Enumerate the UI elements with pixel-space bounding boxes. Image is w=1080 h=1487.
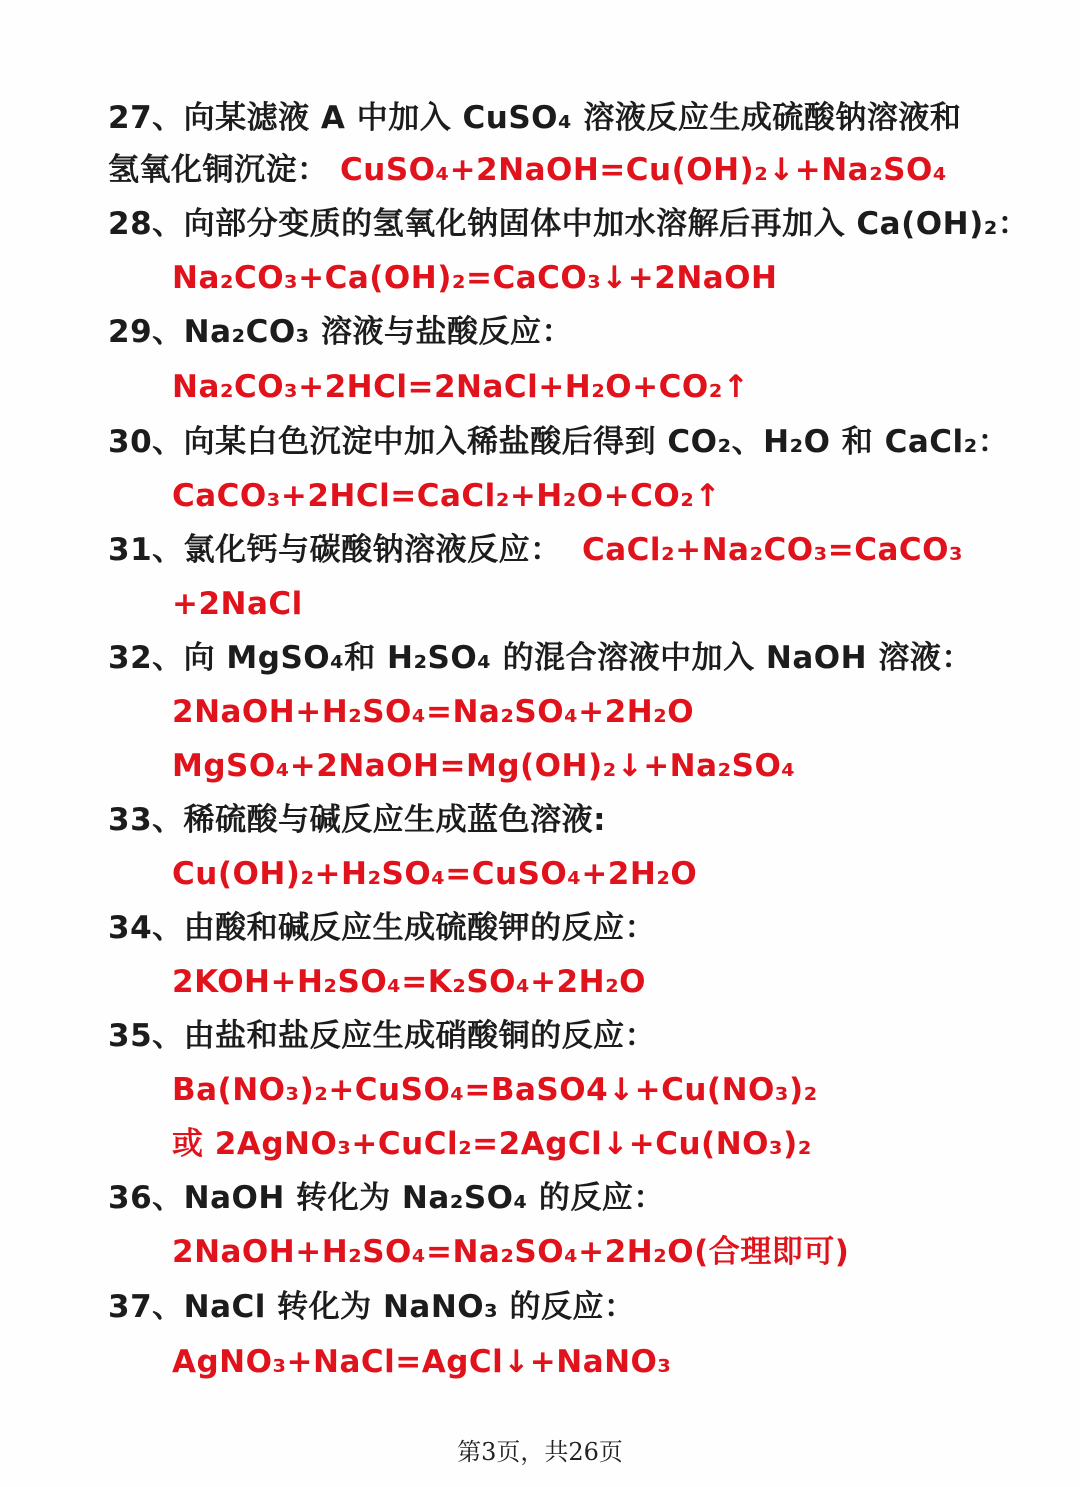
equation-34: 2KOH+H₂SO₄=K₂SO₄+2H₂O	[172, 964, 647, 1000]
page-number-footer: 第3页，共26页	[457, 1438, 623, 1466]
question-37: 37、NaCl 转化为 NaNO₃ 的反应：	[108, 1289, 636, 1325]
equation-28: Na₂CO₃+Ca(OH)₂=CaCO₃↓+2NaOH	[172, 260, 778, 296]
question-27-line-2: 氢氧化铜沉淀：	[108, 152, 329, 188]
equation-31-part-2: +2NaCl	[172, 586, 303, 622]
equation-35-a: Ba(NO₃)₂+CuSO₄=BaSO4↓+Cu(NO₃)₂	[172, 1072, 818, 1108]
question-27-line-1: 27、向某滤液 A 中加入 CuSO₄ 溶液反应生成硫酸钠溶液和	[108, 100, 962, 136]
equation-30: CaCO₃+2HCl=CaCl₂+H₂O+CO₂↑	[172, 478, 721, 514]
question-36: 36、NaOH 转化为 Na₂SO₄ 的反应：	[108, 1180, 665, 1216]
equation-35-b: 或 2AgNO₃+CuCl₂=2AgCl↓+Cu(NO₃)₂	[172, 1126, 812, 1162]
question-30: 30、向某白色沉淀中加入稀盐酸后得到 CO₂、H₂O 和 CaCl₂：	[108, 424, 1010, 460]
question-31: 31、氯化钙与碳酸钠溶液反应：	[108, 532, 562, 568]
equation-36: 2NaOH+H₂SO₄=Na₂SO₄+2H₂O(合理即可)	[172, 1234, 850, 1270]
question-33: 33、稀硫酸与碱反应生成蓝色溶液:	[108, 802, 607, 838]
equation-33: Cu(OH)₂+H₂SO₄=CuSO₄+2H₂O	[172, 856, 698, 892]
equation-32-a: 2NaOH+H₂SO₄=Na₂SO₄+2H₂O	[172, 694, 695, 730]
question-29: 29、Na₂CO₃ 溶液与盐酸反应：	[108, 314, 574, 350]
equation-37: AgNO₃+NaCl=AgCl↓+NaNO₃	[172, 1344, 672, 1380]
question-34: 34、由酸和碱反应生成硫酸钾的反应：	[108, 910, 657, 946]
question-35: 35、由盐和盐反应生成硝酸铜的反应：	[108, 1018, 657, 1054]
equation-32-b: MgSO₄+2NaOH=Mg(OH)₂↓+Na₂SO₄	[172, 748, 796, 784]
question-28: 28、向部分变质的氢氧化钠固体中加水溶解后再加入 Ca(OH)₂：	[108, 206, 1030, 242]
equation-29: Na₂CO₃+2HCl=2NaCl+H₂O+CO₂↑	[172, 369, 750, 405]
equation-31-part-1: CaCl₂+Na₂CO₃=CaCO₃	[582, 532, 964, 568]
question-32: 32、向 MgSO₄和 H₂SO₄ 的混合溶液中加入 NaOH 溶液：	[108, 640, 973, 676]
equation-27: CuSO₄+2NaOH=Cu(OH)₂↓+Na₂SO₄	[340, 152, 947, 188]
